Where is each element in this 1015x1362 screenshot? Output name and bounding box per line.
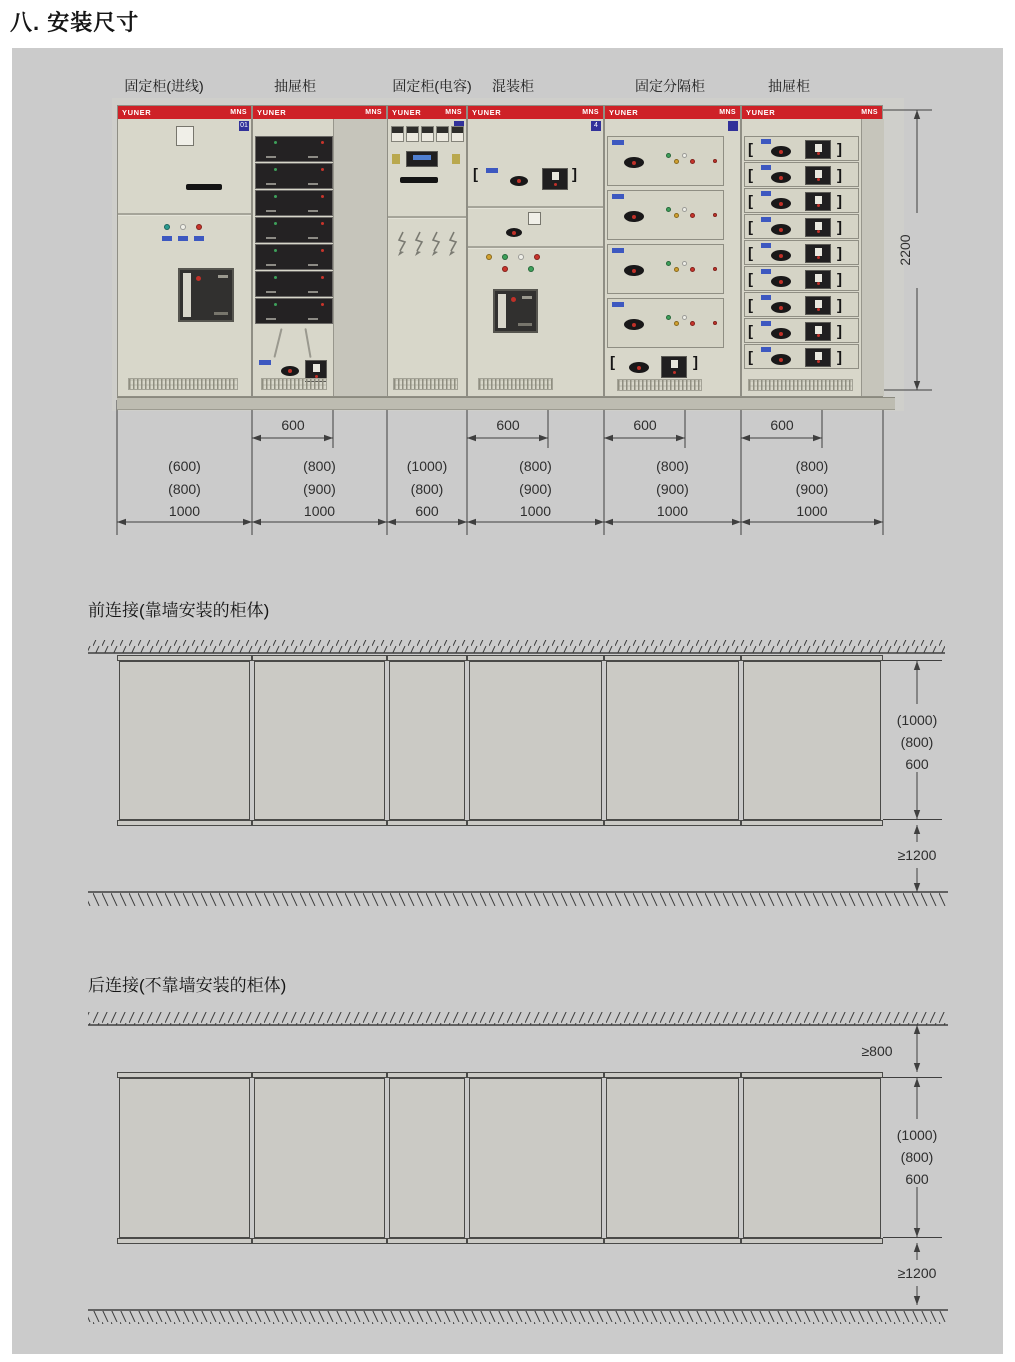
rotary-switch xyxy=(771,276,791,287)
drawer-bracket: [ xyxy=(748,349,753,366)
vent-grille xyxy=(478,378,553,390)
indicator-lamp xyxy=(674,321,679,326)
drawer-bracket: ] xyxy=(837,219,842,236)
switch-handle xyxy=(186,184,222,190)
rotary-switch xyxy=(624,211,644,222)
drawer-bracket: [ xyxy=(748,141,753,158)
width-dim-cab2-row3: 1000 xyxy=(303,503,336,519)
side-strip xyxy=(333,119,389,396)
cabinet-number-badge xyxy=(728,121,738,131)
control-box xyxy=(542,168,568,190)
indicator-lamp xyxy=(164,224,170,230)
drawer-bracket: [ xyxy=(748,271,753,288)
drawer-bracket: ] xyxy=(837,245,842,262)
rotary-switch xyxy=(771,224,791,235)
control-box xyxy=(661,356,687,378)
fuse-zigzag-icon xyxy=(430,231,442,257)
cabinet-banner xyxy=(118,106,251,119)
label-plate xyxy=(194,236,204,241)
drawer-unit xyxy=(255,271,333,297)
cabinet-number-badge: 4 xyxy=(591,121,601,131)
rotary-switch xyxy=(629,362,649,373)
cabinet-banner xyxy=(253,106,386,119)
brand-logo: YUNER xyxy=(392,108,422,117)
indicator-lamp xyxy=(690,213,695,218)
rotary-switch xyxy=(624,157,644,168)
photo-cabinet-label-2: 抽屉柜 xyxy=(274,78,316,94)
drawer-bracket: ] xyxy=(837,193,842,210)
drawer-bracket: [ xyxy=(748,219,753,236)
indicator-lamp xyxy=(528,266,534,272)
indicator-lamp xyxy=(518,254,524,260)
drawer-bracket: [ xyxy=(748,297,753,314)
photo-cabinet-2 xyxy=(252,105,387,397)
rotary-switch xyxy=(281,366,299,376)
rotary-switch xyxy=(624,265,644,276)
indicator-lamp xyxy=(674,159,679,164)
width-dim-cab4-row3: 1000 xyxy=(519,503,552,519)
width-dim-cab3-row3: 600 xyxy=(415,503,439,519)
drawer-bracket: [ xyxy=(748,245,753,262)
label-plate xyxy=(612,248,624,253)
control-box xyxy=(805,140,831,159)
cabinet-banner xyxy=(742,106,882,119)
control-box xyxy=(805,166,831,185)
width-dim-cab6-row1: (800) xyxy=(795,458,829,474)
width-dim-cab6-row2: (900) xyxy=(795,480,829,497)
label-plate xyxy=(761,165,771,170)
panel-divider xyxy=(468,246,603,249)
panel-meter xyxy=(391,126,404,142)
rotary-switch xyxy=(624,319,644,330)
model-mark: MNS xyxy=(861,109,878,116)
front-depth-dim-row1: (1000) xyxy=(896,712,938,728)
control-box xyxy=(805,322,831,341)
indicator-lamp xyxy=(690,159,695,164)
drawer-bracket: ] xyxy=(837,271,842,288)
top-dim-600-cab6: 600 xyxy=(770,417,794,433)
width-dim-cab6-row3: 1000 xyxy=(796,503,828,519)
drawer-bracket: ] xyxy=(837,297,842,314)
label-plate xyxy=(761,191,771,196)
drawer-unit xyxy=(744,162,859,187)
brand-logo: YUNER xyxy=(472,108,502,117)
model-mark: MNS xyxy=(445,109,462,116)
indicator-lamp xyxy=(713,159,717,163)
label-plate xyxy=(761,269,771,274)
indicator-lamp xyxy=(502,266,508,272)
photo-cabinet-3 xyxy=(387,105,467,397)
panel-meter xyxy=(406,126,419,142)
indicator-lamp xyxy=(682,315,687,320)
drawer-bracket: [ xyxy=(748,193,753,210)
photo-cabinet-label-3: 固定柜(电容) xyxy=(392,78,472,94)
photo-cabinet-5 xyxy=(604,105,741,397)
photo-cabinet-label-6: 抽屉柜 xyxy=(768,78,810,94)
drawer-unit xyxy=(744,240,859,265)
panel-meter xyxy=(421,126,434,142)
drawer-bracket: [ xyxy=(610,354,615,371)
vent-grille xyxy=(393,378,458,390)
rotary-switch xyxy=(771,198,791,209)
width-dim-cab4-row1: (800) xyxy=(519,458,552,474)
rear-clearance-dim: ≥800 xyxy=(861,1043,893,1059)
drawer-unit xyxy=(744,266,859,291)
indicator-lamp xyxy=(690,267,695,272)
switch-handle xyxy=(400,177,438,183)
indicator-lamp xyxy=(682,207,687,212)
width-dim-cab1-row1: (600) xyxy=(168,458,201,474)
fuse-zigzag-icon xyxy=(396,231,408,257)
drawer-unit xyxy=(744,344,859,369)
drawer-unit xyxy=(255,190,333,216)
width-dim-cab1-row2: (800) xyxy=(168,480,201,497)
brand-logo: YUNER xyxy=(257,108,287,117)
model-mark: MNS xyxy=(365,109,382,116)
front-aisle-dim: ≥1200 xyxy=(897,847,937,863)
width-dim-cab3-row2: (800) xyxy=(410,480,444,497)
control-box xyxy=(805,218,831,237)
width-dim-cab2-row1: (800) xyxy=(303,458,336,474)
rotary-switch xyxy=(771,172,791,183)
width-dim-cab3-row1: (1000) xyxy=(406,458,448,474)
label-plate xyxy=(162,236,172,241)
side-knob xyxy=(392,154,400,164)
rear-depth-dim-row1: (1000) xyxy=(896,1127,938,1143)
control-box xyxy=(805,270,831,289)
top-dim-600-cab4: 600 xyxy=(496,417,520,433)
indicator-lamp xyxy=(502,254,508,260)
photo-cabinet-4 xyxy=(467,105,604,397)
indicator-lamp xyxy=(666,207,671,212)
control-box xyxy=(805,192,831,211)
width-dim-cab2-row2: (900) xyxy=(303,480,336,497)
rotary-switch xyxy=(771,302,791,313)
indicator-lamp xyxy=(713,213,717,217)
brand-logo: YUNER xyxy=(609,108,639,117)
photo-cabinet-label-1: 固定柜(进线) xyxy=(124,78,204,94)
label-plate xyxy=(761,295,771,300)
photo-cabinet-1 xyxy=(117,105,252,397)
drawer-unit xyxy=(255,298,333,324)
air-circuit-breaker xyxy=(178,268,234,322)
label-plate xyxy=(761,321,771,326)
drawer-unit xyxy=(744,188,859,213)
indicator-lamp xyxy=(713,267,717,271)
installation-dimensions-panel xyxy=(12,48,1003,1354)
width-dim-cab5-row1: (800) xyxy=(656,458,689,474)
rotary-switch xyxy=(506,228,522,237)
label-plate xyxy=(486,168,498,173)
indicator-lamp xyxy=(682,153,687,158)
rear-connection-title: 后连接(不靠墙安装的柜体) xyxy=(88,976,287,995)
drawer-unit xyxy=(744,292,859,317)
rear-aisle-dim: ≥1200 xyxy=(897,1265,937,1281)
outgoing-cable xyxy=(304,328,311,358)
control-box xyxy=(805,296,831,315)
vent-grille xyxy=(128,378,238,390)
drawer-bracket: ] xyxy=(837,323,842,340)
drawer-unit xyxy=(744,214,859,239)
drawer-unit xyxy=(744,318,859,343)
indicator-lamp xyxy=(666,315,671,320)
cabinet-banner xyxy=(388,106,466,119)
drawer-bracket: [ xyxy=(748,167,753,184)
partition-section xyxy=(607,190,724,240)
indicator-lamp xyxy=(534,254,540,260)
indicator-lamp xyxy=(486,254,492,260)
photo-cabinet-6 xyxy=(741,105,883,397)
drawer-unit xyxy=(255,136,333,162)
partition-section xyxy=(607,298,724,348)
label-plate xyxy=(259,360,271,365)
drawer-bracket: ] xyxy=(837,349,842,366)
front-depth-dim-row2: (800) xyxy=(900,734,934,750)
drawer-bracket: ] xyxy=(693,354,698,371)
drawer-bracket: [ xyxy=(473,166,478,183)
cabinet-banner xyxy=(605,106,740,119)
page-title: 八. 安装尺寸 xyxy=(10,10,140,35)
rotary-switch xyxy=(771,328,791,339)
front-connection-title: 前连接(靠墙安装的柜体) xyxy=(88,601,270,620)
cabinet-plinth xyxy=(117,397,895,410)
drawer-unit xyxy=(255,244,333,270)
label-plate xyxy=(761,139,771,144)
vent-grille xyxy=(748,379,853,391)
label-plate xyxy=(612,140,624,145)
brand-logo: YUNER xyxy=(122,108,152,117)
indicator-lamp xyxy=(682,261,687,266)
display-unit xyxy=(406,151,438,167)
rotary-switch xyxy=(771,354,791,365)
label-plate xyxy=(612,302,624,307)
indicator-lamp xyxy=(196,224,202,230)
label-plate xyxy=(761,347,771,352)
width-dim-cab5-row2: (900) xyxy=(656,480,689,497)
top-dim-600-cab2: 600 xyxy=(281,417,305,433)
indicator-lamp xyxy=(674,267,679,272)
drawer-bracket: [ xyxy=(748,323,753,340)
panel-divider xyxy=(118,213,251,216)
top-dim-600-cab5: 600 xyxy=(633,417,657,433)
moulded-case-breaker xyxy=(493,289,538,333)
width-dim-cab1-row3: 1000 xyxy=(168,503,201,519)
label-plate xyxy=(761,243,771,248)
width-dim-cab4-row2: (900) xyxy=(519,480,552,497)
drawer-unit xyxy=(255,163,333,189)
photo-cabinet-label-4: 混装柜 xyxy=(492,78,534,94)
outgoing-cable xyxy=(273,328,282,358)
label-plate xyxy=(178,236,188,241)
fuse-zigzag-icon xyxy=(447,231,459,257)
label-plate xyxy=(761,217,771,222)
side-knob xyxy=(452,154,460,164)
indicator-lamp xyxy=(666,261,671,266)
control-box xyxy=(805,244,831,263)
meter-display xyxy=(176,126,194,146)
photo-cabinet-label-5: 固定分隔柜 xyxy=(635,78,705,94)
rear-depth-dim-row3: 600 xyxy=(905,1171,929,1187)
drawer-bracket: ] xyxy=(837,141,842,158)
indicator-lamp xyxy=(666,153,671,158)
indicator-lamp xyxy=(180,224,186,230)
cabinet-number-badge: 01 xyxy=(240,122,248,129)
panel-divider xyxy=(388,216,466,219)
front-depth-dim-row3: 600 xyxy=(905,756,929,772)
cabinet-banner xyxy=(468,106,603,119)
panel-meter xyxy=(451,126,464,142)
vent-grille xyxy=(261,378,327,390)
height-dim-2200: 2200 xyxy=(897,234,913,266)
panel-meter xyxy=(436,126,449,142)
model-mark: MNS xyxy=(582,109,599,116)
label-plate xyxy=(612,194,624,199)
control-box xyxy=(805,348,831,367)
brand-logo: YUNER xyxy=(746,108,776,117)
rotary-switch xyxy=(510,176,528,186)
indicator-lamp xyxy=(674,213,679,218)
indicator-lamp xyxy=(690,321,695,326)
drawer-bracket: ] xyxy=(572,166,577,183)
model-mark: MNS xyxy=(719,109,736,116)
fuse-zigzag-icon xyxy=(413,231,425,257)
rotary-switch xyxy=(771,250,791,261)
partition-section xyxy=(607,136,724,186)
vent-grille xyxy=(617,379,702,391)
indicator-lamp xyxy=(713,321,717,325)
width-dim-cab5-row3: 1000 xyxy=(656,503,689,519)
panel-divider xyxy=(468,206,603,209)
rotary-switch xyxy=(771,146,791,157)
drawer-bracket: ] xyxy=(837,167,842,184)
side-panel xyxy=(861,119,884,396)
model-mark: MNS xyxy=(230,109,247,116)
drawer-unit xyxy=(744,136,859,161)
partition-section xyxy=(607,244,724,294)
panel-meter xyxy=(528,212,541,225)
drawer-unit xyxy=(255,217,333,243)
rear-depth-dim-row2: (800) xyxy=(900,1149,934,1165)
